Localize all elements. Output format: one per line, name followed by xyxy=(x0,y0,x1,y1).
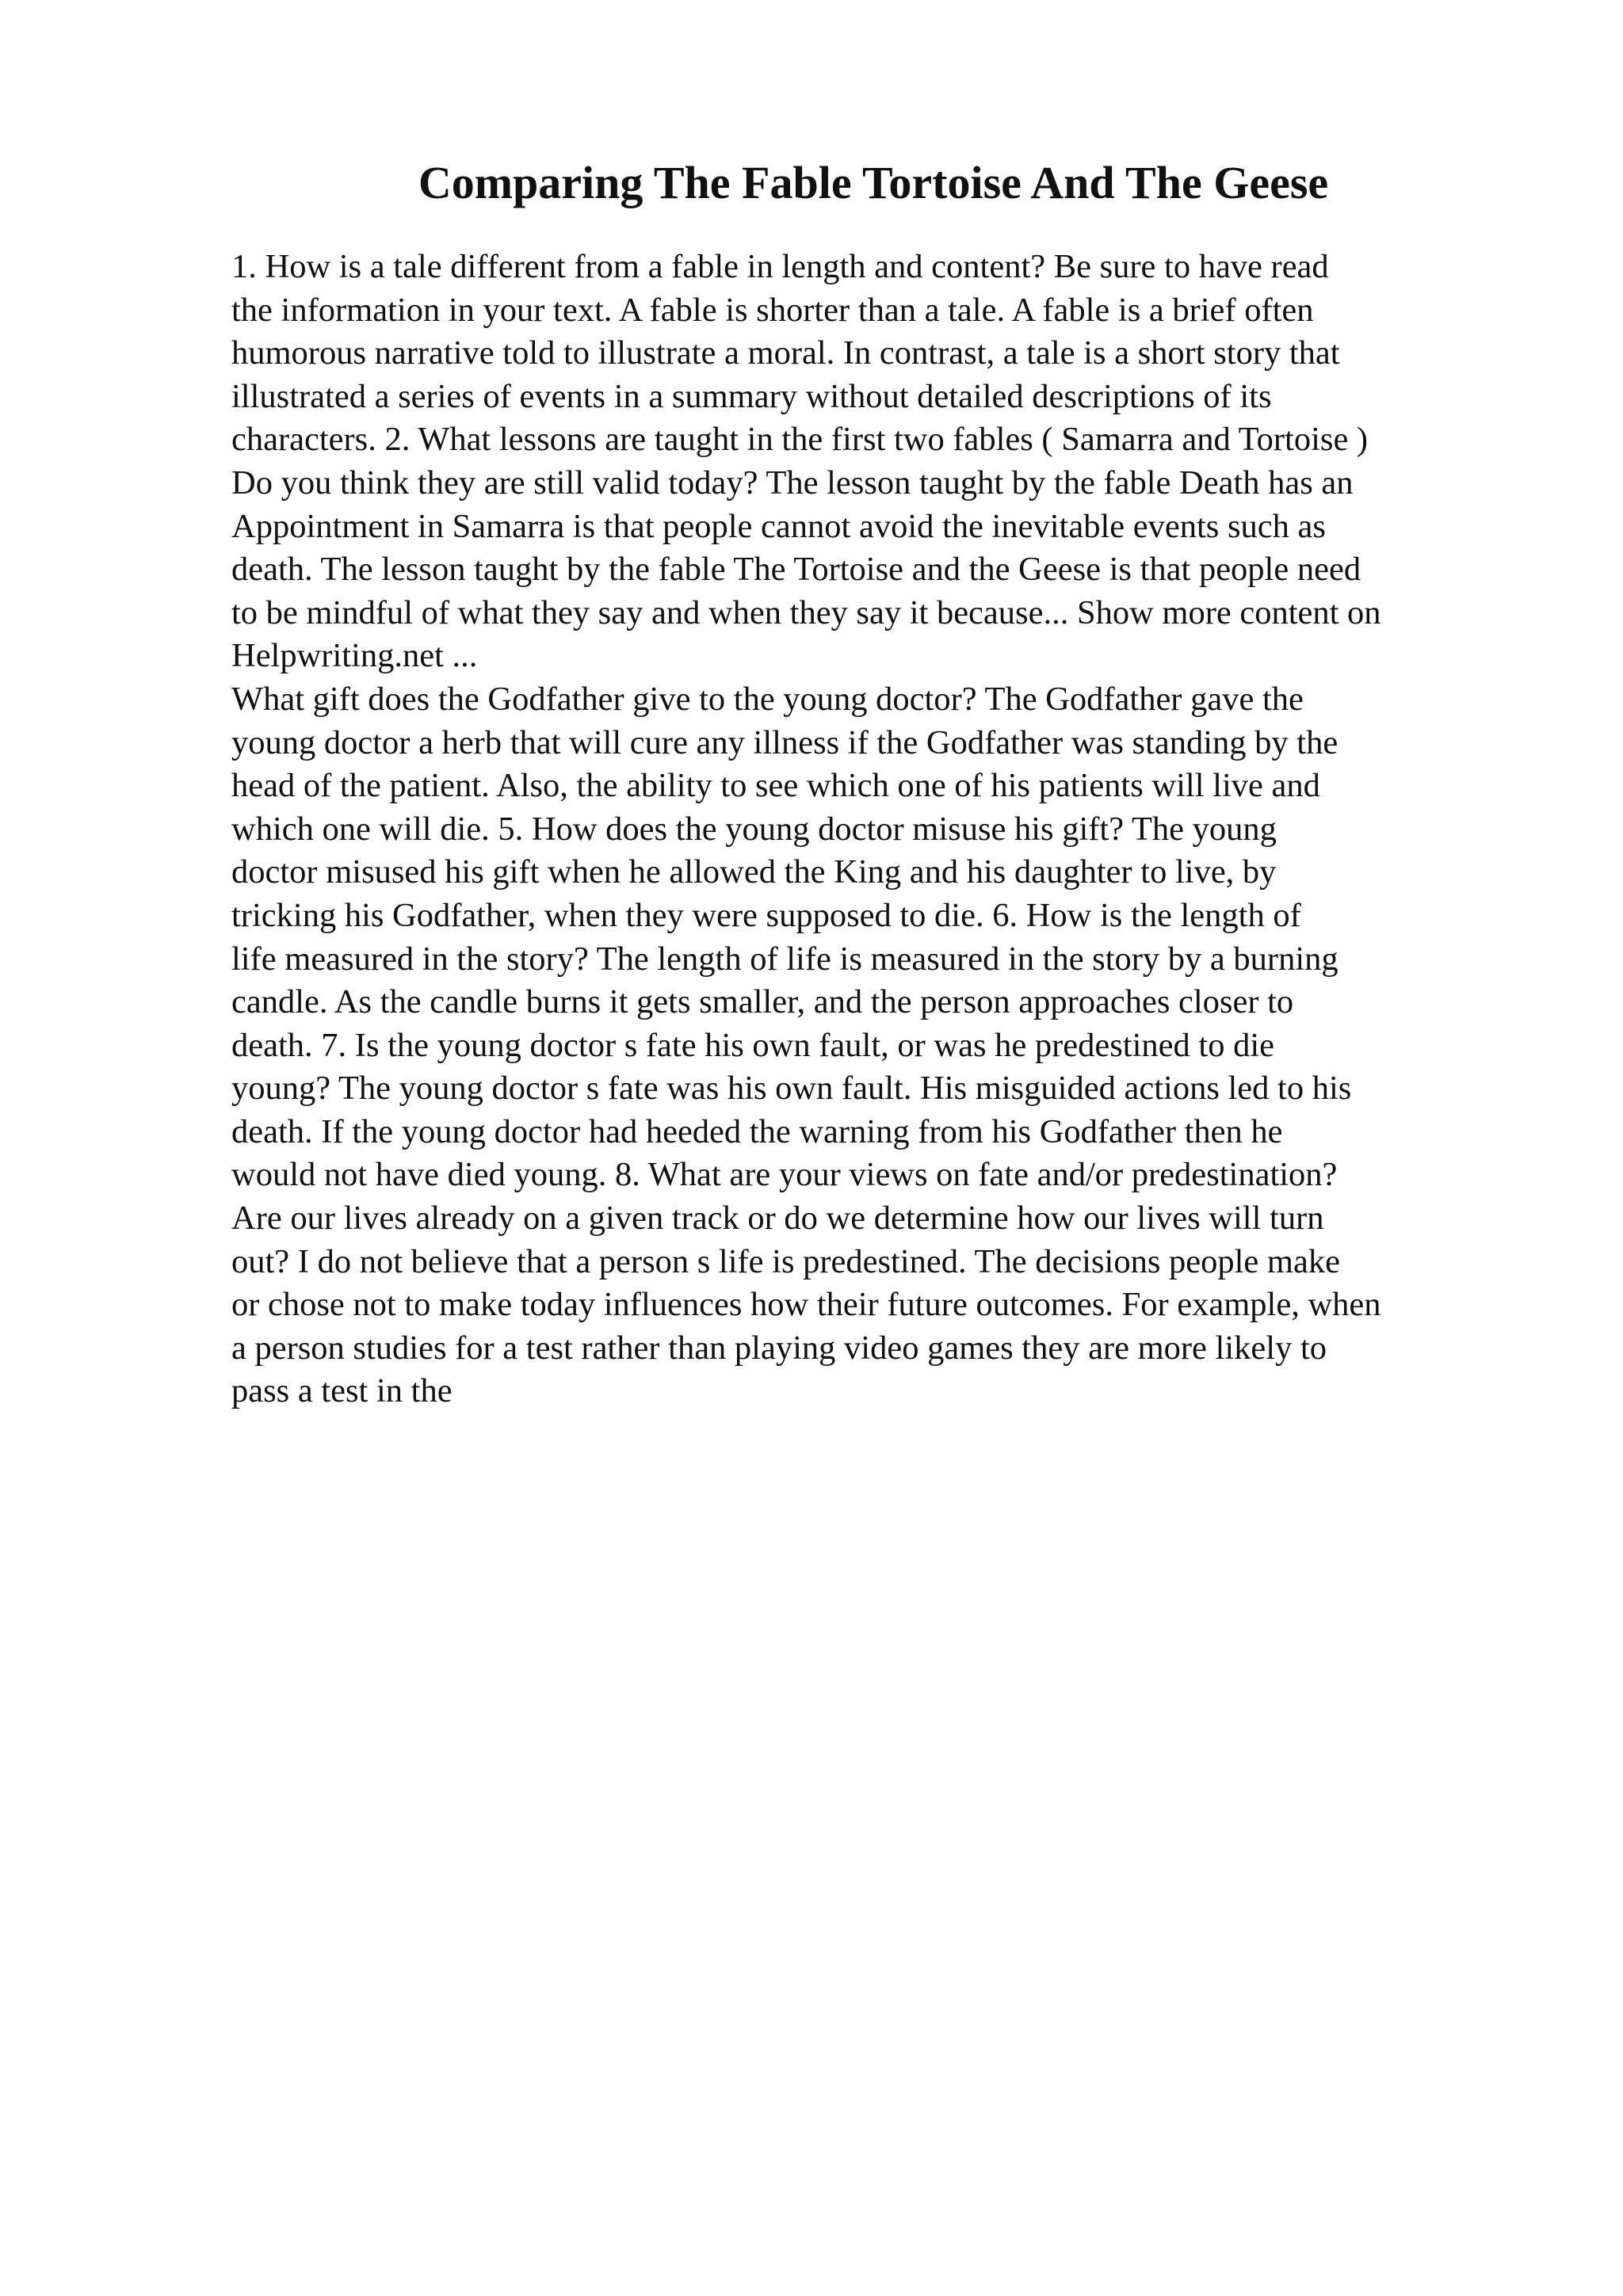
body-text-line: pass a test in the xyxy=(231,1372,453,1410)
body-text-line: which one will die. 5. How does the young doctor misuse his gift? The young xyxy=(231,810,1277,848)
body-text-line: young doctor a herb that will cure any illness if the Godfather was standing by the xyxy=(231,723,1338,761)
body-text-line: head of the patient. Also, the ability to see which one of his patients will live and xyxy=(231,767,1320,805)
body-text-line: or chose not to make today influences how their future outcomes. For example, when xyxy=(231,1286,1381,1324)
body-text-line: Are our lives already on a given track or do we determine how our lives will turn xyxy=(231,1199,1324,1238)
document-title: Comparing The Fable Tortoise And The Geese xyxy=(418,157,1329,208)
body-text-line: 1. How is a tale different from a fable in length and content? Be sure to have read xyxy=(231,248,1329,285)
body-text-line: doctor misused his gift when he allowed the King and his daughter to live, by xyxy=(231,853,1277,891)
body-text-line: a person studies for a test rather than playing video games they are more likely to xyxy=(231,1329,1327,1367)
body-text-line: death. The lesson taught by the fable The Tortoise and the Geese is that people need xyxy=(231,551,1361,589)
body-text-line: Appointment in Samarra is that people cannot avoid the inevitable events such as xyxy=(231,507,1326,545)
body-text-line: Do you think they are still valid today? The lesson taught by the fable Death has an xyxy=(231,463,1354,502)
body-text-line: characters. 2. What lessons are taught in the first two fables ( Samarra and Tortoise ) xyxy=(231,421,1369,459)
body-text-line: young? The young doctor s fate was his own fault. His misguided actions led to his xyxy=(231,1070,1352,1108)
body-text-line: would not have died young. 8. What are your views on fate and/or predestination? xyxy=(231,1156,1338,1194)
body-text-line: Helpwriting.net ... xyxy=(231,637,478,675)
body-text-line: humorous narrative told to illustrate a moral. In contrast, a tale is a short story that xyxy=(231,334,1340,372)
body-text-line: the information in your text. A fable is shorter than a tale. A fable is a brief often xyxy=(231,291,1314,329)
body-text-line: to be mindful of what they say and when they say it because... Show more content on xyxy=(231,593,1381,631)
body-text-line: tricking his Godfather, when they were supposed to die. 6. How is the length of xyxy=(231,896,1301,934)
body-text-line: What gift does the Godfather give to the young doctor? The Godfather gave the xyxy=(231,680,1304,718)
body-text-line: candle. As the candle burns it gets smaller, and the person approaches closer to xyxy=(231,983,1294,1021)
document-body xyxy=(231,246,1515,1413)
body-text-line: death. 7. Is the young doctor s fate his own fault, or was he predestined to die xyxy=(231,1026,1274,1064)
body-text-line: out? I do not believe that a person s life is predestined. The decisions people make xyxy=(231,1242,1340,1280)
body-text-line: illustrated a series of events in a summary without detailed descriptions of its xyxy=(231,377,1272,415)
body-text-line: life measured in the story? The length of life is measured in the story by a burning xyxy=(231,940,1338,978)
body-text-line: death. If the young doctor had heeded the warning from his Godfather then he xyxy=(231,1112,1283,1150)
